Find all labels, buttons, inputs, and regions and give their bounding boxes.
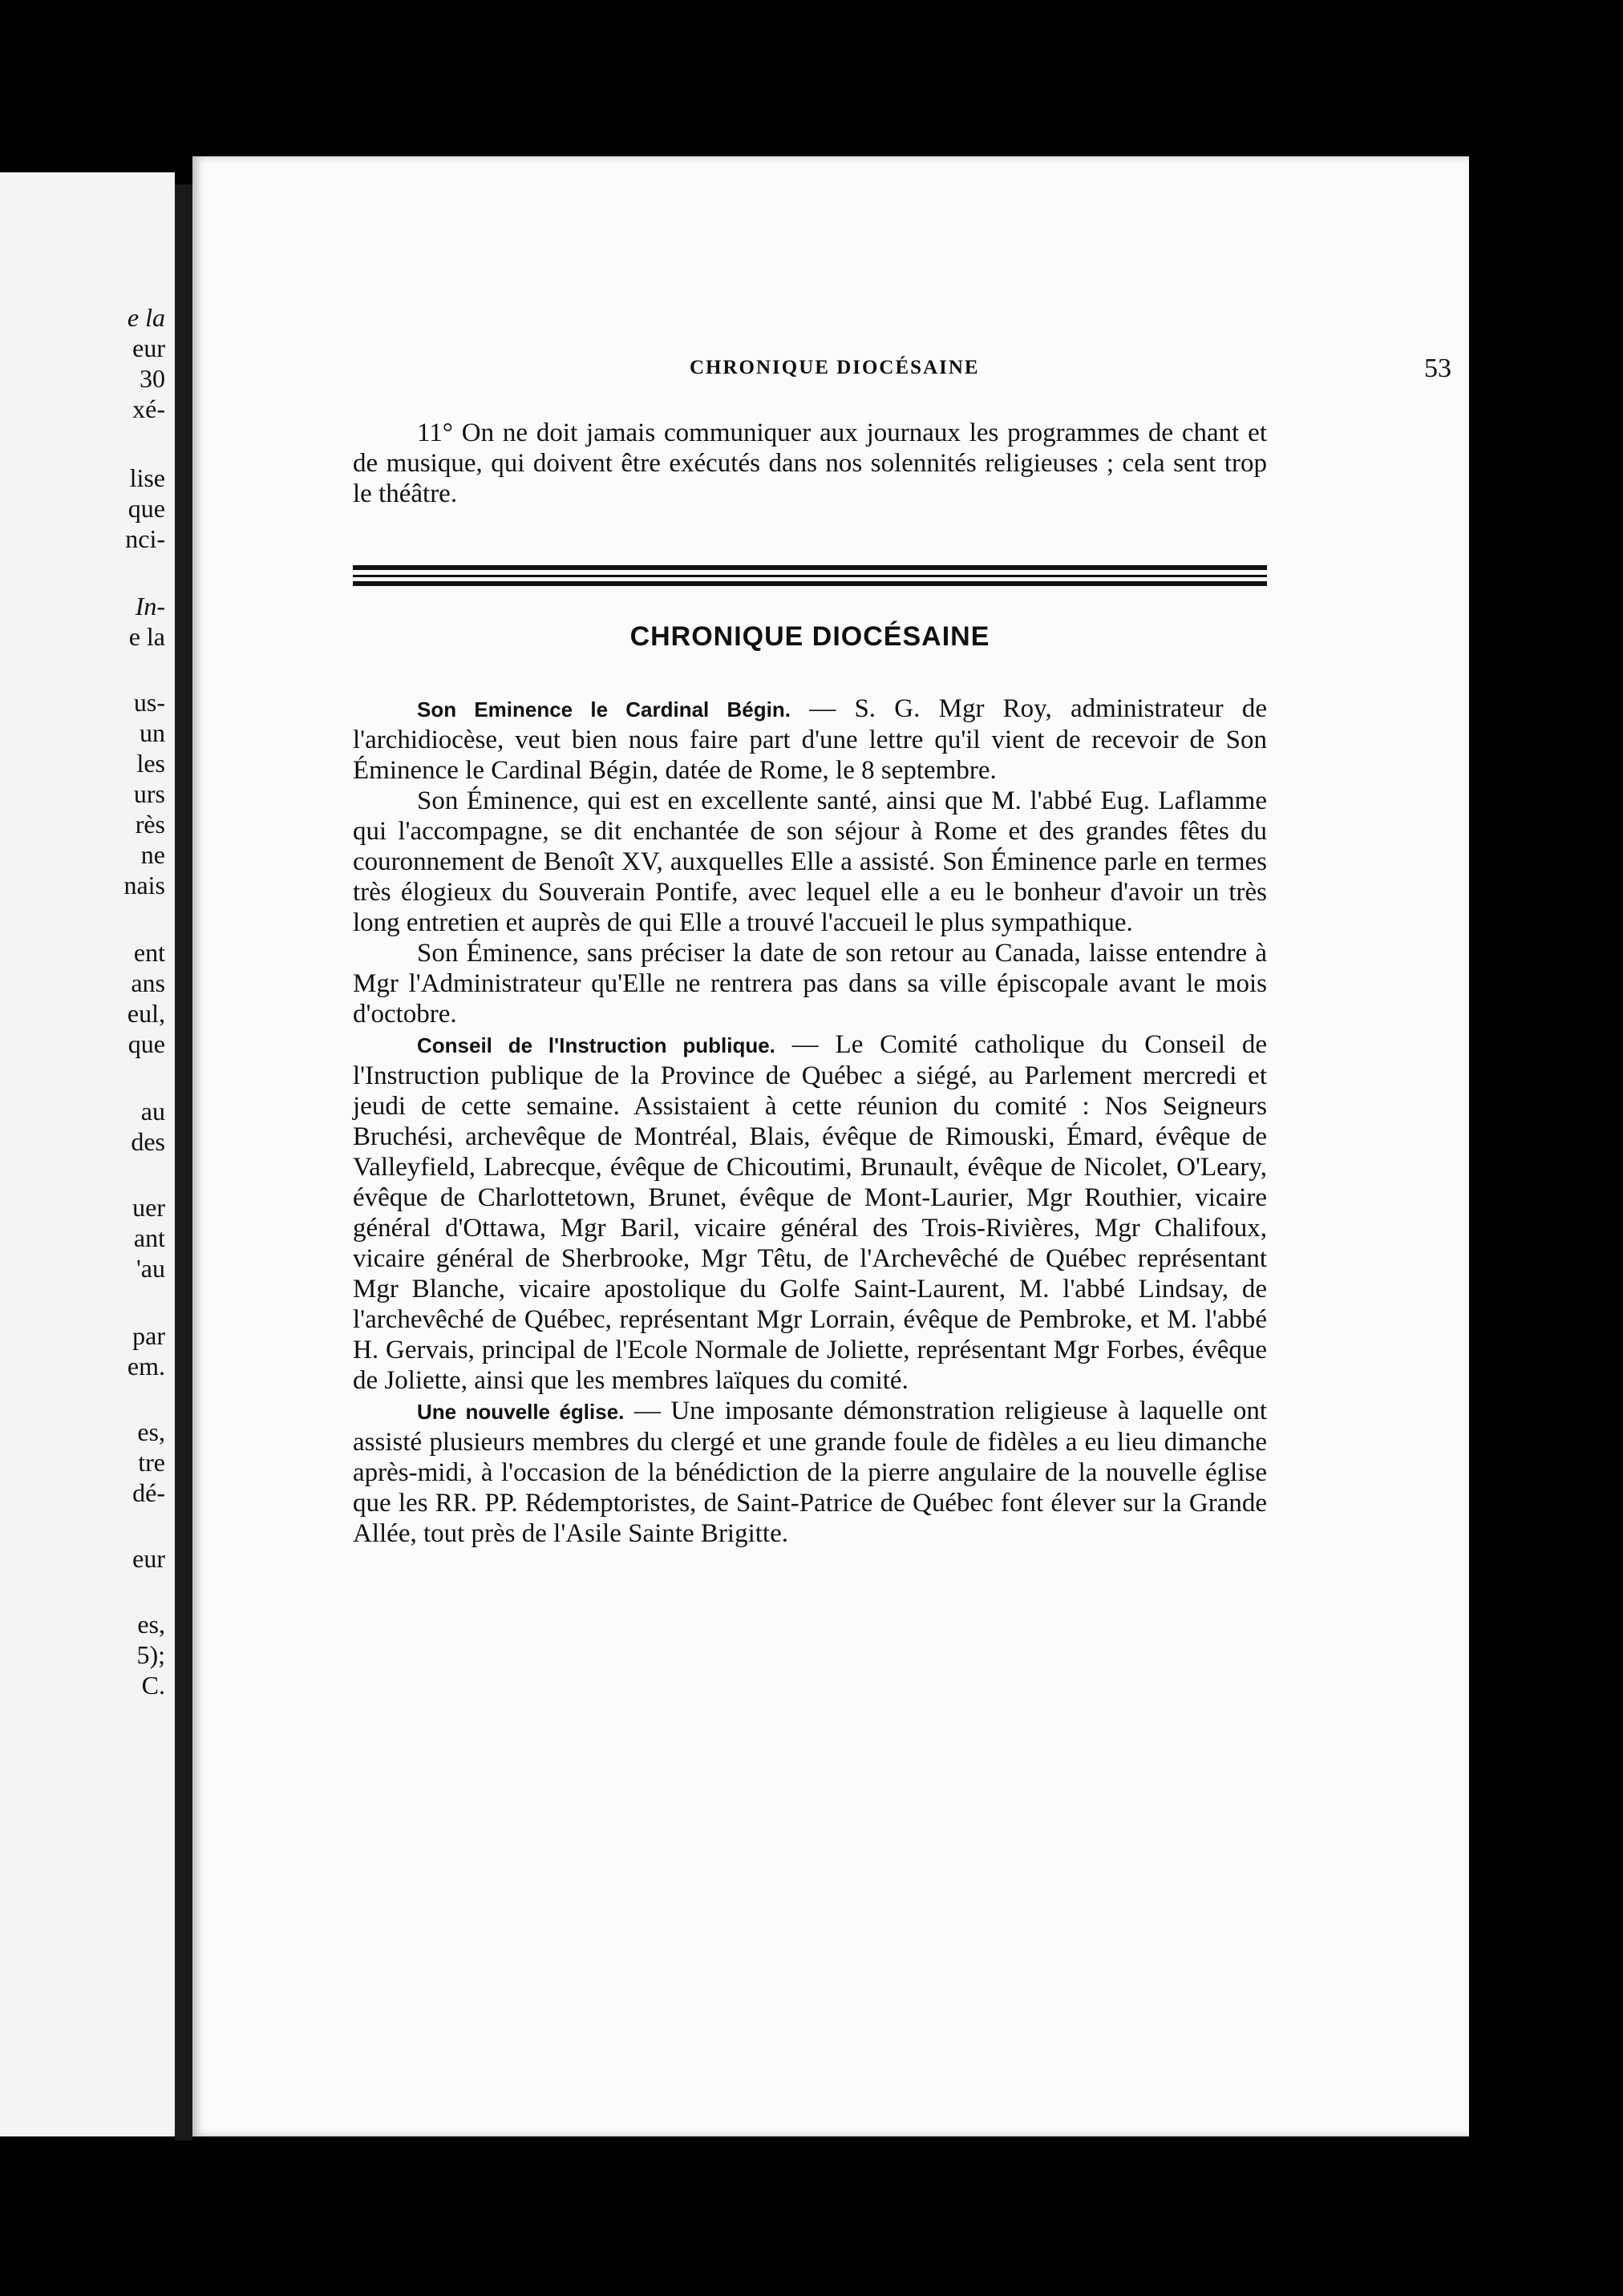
left-page-line-fragment: In- [135, 592, 165, 620]
left-page-line-fragment: eul, [127, 999, 165, 1028]
left-page-line-fragment: 'au [136, 1254, 165, 1283]
left-page-line-fragment: ans [131, 968, 165, 997]
article-lead: Une nouvelle église. [417, 1400, 625, 1424]
page-number: 53 [1424, 354, 1451, 383]
article-lead: Conseil de l'Instruction publique. [417, 1033, 775, 1057]
article-text: — S. G. Mgr Roy, administrateur de l'archidiocèse, veut bien nous faire part d'une lettre qu'il vient de recevoir de Son Éminence le Cardinal Bégin, datée de Rome, le 8 septembre. [353, 694, 1268, 785]
article-paragraph [353, 693, 1267, 786]
book-spine [175, 184, 192, 2140]
left-page-line-fragment: tre [138, 1448, 165, 1477]
intro-paragraph: 11° On ne doit jamais communiquer aux journaux les programmes de chant et de musique, qui doivent être exécutés dans nos solennités religieuses ; cela sent trop le théâtre. [353, 418, 1267, 508]
running-title: CHRONIQUE DIOCÉSAINE [690, 357, 980, 378]
running-head [353, 354, 1451, 389]
section-title: CHRONIQUE DIOCÉSAINE [629, 621, 990, 652]
left-page-line-fragment: e la [127, 303, 165, 332]
left-page-line-fragment: eur [132, 1544, 165, 1573]
left-page-line-fragment: uer [132, 1193, 165, 1222]
left-page-line-fragment: des [131, 1127, 165, 1156]
articles-block [353, 693, 1267, 1549]
intro-paragraph-block [353, 418, 1267, 509]
left-page-line-fragment: ant [133, 1223, 165, 1252]
left-page-line-fragment: dé- [132, 1478, 165, 1507]
left-page-line-fragment: us- [133, 688, 165, 717]
article-paragraph [353, 1396, 1267, 1549]
left-page-line-fragment: lise [129, 463, 165, 492]
left-page-line-fragment: par [132, 1321, 165, 1350]
left-page-line-fragment: rès [135, 810, 165, 839]
left-page-line-fragment: nais [123, 871, 165, 899]
left-page-fragment [0, 172, 175, 2136]
right-page [192, 156, 1469, 2136]
left-page-line-fragment: que [127, 494, 165, 523]
left-page-line-fragment: e la [128, 622, 165, 651]
section-divider [353, 565, 1267, 586]
left-page-line-fragment: 30 [140, 364, 165, 393]
article-paragraph: Son Éminence, sans préciser la date de son retour au Canada, laisse entendre à Mgr l'Administrateur qu'Elle ne rentrera pas dans sa ville épiscopale avant le mois d'octobre. [353, 939, 1267, 1029]
article-paragraph: Son Éminence, qui est en excellente santé, ainsi que M. l'abbé Eug. Laflamme qui l'accompagne, se dit enchantée de son séjour à Rome et des grandes fêtes du couronnement de Benoît XV, auxquelles Elle a assisté. Son Éminence parle en termes très élogieux du Souverain Pontife, avec lequel elle a eu le bonheur d'avoir un très long entretien et auprès de qui Elle a trouvé l'accueil le plus sympathique. [353, 786, 1267, 937]
left-page-line-fragment: urs [133, 779, 165, 808]
left-page-line-fragment: es, [137, 1610, 165, 1639]
left-page-line-fragment: eur [132, 333, 165, 362]
left-page-line-fragment: C. [141, 1671, 165, 1700]
left-page-line-fragment: 5); [136, 1640, 165, 1669]
article-paragraph [353, 1029, 1267, 1396]
left-page-line-fragment: xé- [132, 394, 165, 423]
left-page-line-fragment: ent [133, 938, 165, 967]
scan-border [1469, 0, 1623, 2296]
left-page-line-fragment: ne [140, 840, 165, 869]
left-page-line-fragment: que [127, 1029, 165, 1058]
article-lead: Son Eminence le Cardinal Bégin. [417, 697, 791, 722]
left-page-line-fragment: un [140, 718, 165, 747]
article-text: — Une imposante démonstration religieuse à laquelle ont assisté plusieurs membres du clergé et une grande foule de fidèles a eu lieu dimanche après-midi, à l'occasion de la bénédiction de la pierre angulaire de la nouvelle église que les RR. PP. Rédemptoristes, de Saint-Patrice de Québec font élever sur la Grande Allée, tout près de l'Asile Sainte Brigitte. [353, 1397, 1268, 1548]
article-text: — Le Comité catholique du Conseil de l'Instruction publique de la Province de Québec a siégé, au Parlement mercredi et jeudi de cette semaine. Assistaient à cette réunion du comité : Nos Seigneurs Bruchési, archevêque de Montréal, Blais, évêque de Rimouski, Émard, évêque de Valleyfield, Labrecque, évêque de Chicoutimi, Brunault, évêque de Nicolet, O'Leary, évêque de Charlottetown, Brunet, évêque de Mont-Laurier, Mgr Routhier, vicaire général d'Ottawa, Mgr Baril, vicaire général des Trois-Rivières, Mgr Chalifoux, vicaire général de Sherbrooke, Mgr Têtu, de l'Archevêché de Québec représentant Mgr Blanche, vicaire apostolique du Golfe Saint-Laurent, M. l'abbé Lindsay, de l'archevêché de Québec, représentant Mgr Lorrain, évêque de Pembroke, et M. l'abbé H. Gervais, principal de l'Ecole Normale de Joliette, représentant Mgr Forbes, évêque de Joliette, ainsi que les membres laïques du comité. [353, 1030, 1268, 1395]
left-page-line-fragment: nci- [125, 524, 165, 553]
left-page-line-fragment: les [136, 749, 165, 778]
left-page-line-fragment: em. [127, 1352, 165, 1380]
left-page-line-fragment: au [140, 1097, 165, 1126]
left-page-line-fragment: es, [137, 1417, 165, 1446]
